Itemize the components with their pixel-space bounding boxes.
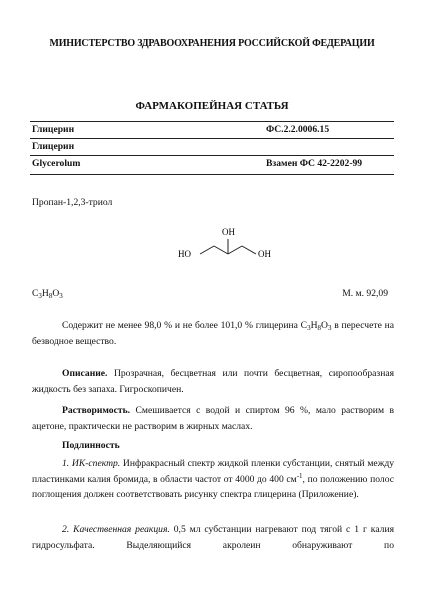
molecular-formula <box>32 288 63 299</box>
structural-formula <box>170 222 280 268</box>
content-sub-1: 3 <box>307 324 311 332</box>
formula-h: H <box>41 288 49 299</box>
formula-c: C <box>32 288 39 299</box>
identity-item-1-text-b: , по положению полос поглощения должен соответствовать рисунку спектра глицерина (Приложение). <box>32 473 394 500</box>
ministry-heading: МИНИСТЕРСТВО ЗДРАВООХРАНЕНИЯ РОССИЙСКОЙ ФЕДЕРАЦИИ <box>49 38 375 49</box>
replaces-note: Взамен ФС 42-2202-99 <box>266 158 363 169</box>
content-sub-2: 8 <box>317 324 321 332</box>
bond-3 <box>228 246 242 254</box>
identity-item-1-label: 1. ИК-спектр. <box>62 458 121 469</box>
header-row-2 <box>30 138 394 155</box>
name-ru-2: Глицерин <box>32 141 75 152</box>
content-text-3: O <box>321 320 328 331</box>
identity-item-1-sup: -1 <box>296 471 303 480</box>
identity-item-1 <box>32 456 394 503</box>
content-text-2: H <box>310 320 318 331</box>
header-rule-bottom <box>30 174 394 175</box>
bond-4 <box>242 246 256 254</box>
solubility-paragraph <box>32 403 394 434</box>
iupac-name: Пропан-1,2,3-триол <box>32 197 113 208</box>
bond-2 <box>214 246 228 254</box>
content-text-4: в пересчете на безводное вещество. <box>32 320 395 347</box>
description-text: Прозрачная, бесцветная или почти бесцветная, сиропообразная жидкость без запаха. Гигроскопичен. <box>32 368 394 395</box>
formula-h-count: 8 <box>48 292 53 300</box>
ho-left-label: HO <box>178 249 191 259</box>
molar-mass: М. м. 92,09 <box>342 288 388 299</box>
header-row-3 <box>30 155 394 172</box>
solubility-label: Растворимость. <box>62 405 131 416</box>
document-code: ФС.2.2.0006.15 <box>266 124 330 135</box>
identity-heading: Подлинность <box>62 440 120 451</box>
formula-c-count: 3 <box>38 292 42 300</box>
identity-item-2-text: 0,5 мл субстанции нагревают под тягой с 1 г калия гидросульфата. Выделяющийся акролеин обнаруживают по <box>32 524 394 551</box>
document-type-title: ФАРМАКОПЕЙНАЯ СТАТЬЯ <box>135 100 289 112</box>
content-sub-3: 3 <box>327 324 332 332</box>
solubility-text: Смешивается с водой и спиртом 96 %, мало растворим в ацетоне, практически не растворим в жирных маслах. <box>32 405 394 432</box>
identity-item-1-text-a: Инфракрасный спектр жидкой пленки субстанции, снятый между пластинками калия бромида, в области частот от 4000 до 400 см <box>32 458 394 485</box>
bond-1 <box>200 246 214 254</box>
content-text-1: Содержит не менее 98,0 % и не более 101,0 % глицерина C <box>62 320 308 331</box>
header-row-1 <box>30 121 394 138</box>
name-ru-1: Глицерин <box>32 124 75 135</box>
description-paragraph <box>32 366 394 397</box>
identity-heading-paragraph <box>32 438 394 454</box>
formula-o-count: 3 <box>59 292 63 300</box>
formula-o: O <box>52 288 60 299</box>
oh-right-label: OH <box>258 249 271 259</box>
identity-item-2-label: 2. Качественная реакция. <box>62 524 170 535</box>
name-latin: Glycerolum <box>32 158 81 169</box>
description-label: Описание. <box>62 368 108 379</box>
identity-item-2 <box>32 522 394 553</box>
content-paragraph <box>32 318 394 349</box>
oh-top-label: OH <box>222 227 235 237</box>
